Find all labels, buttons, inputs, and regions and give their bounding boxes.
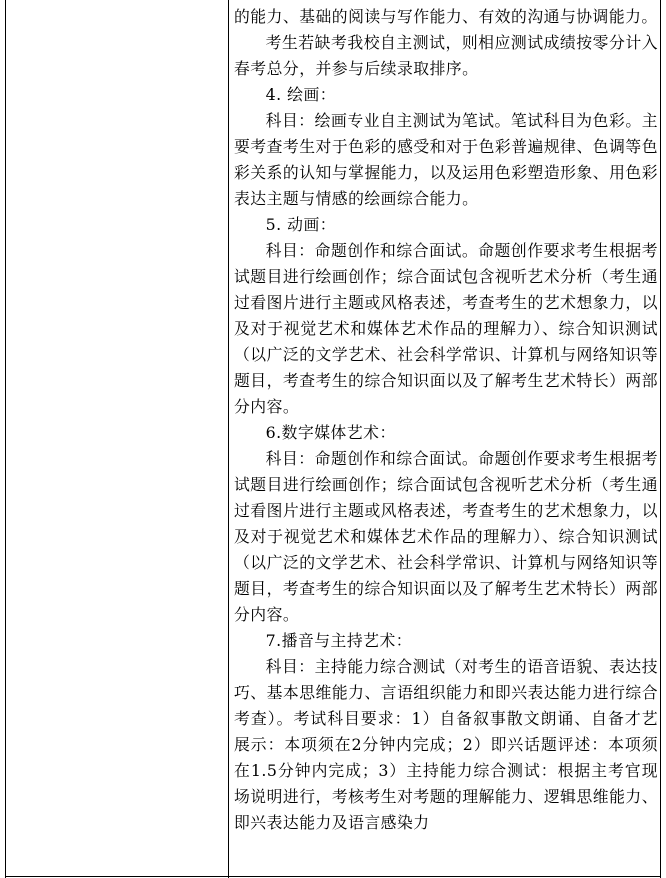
paragraph-broadcasting-subject: 科目：主持能力综合测试（对考生的语音语貌、表达技巧、基本思维能力、言语组织能力和即兴表达能力进行综合考查）。考试科目要求：1）自备叙事散文朗诵、自备才艺展示：本项须在2分钟内完成；2）即兴话题评述：本项须在1.5分钟内完成；3）主持能力综合测试：根据主考官现场说明进行，考核考生对考题的理解能力、逻辑思维能力、即兴表达能力及语言感染力 xyxy=(234,657,658,832)
paragraph-continued-ability: 的能力、基础的阅读与写作能力、有效的沟通与协调能力。 xyxy=(234,7,658,26)
paragraph-painting-subject: 科目：绘画专业自主测试为笔试。笔试科目为色彩。主要考查考生对于色彩的感受和对于色彩普遍规律、色调等色彩关系的认知与掌握能力，以及运用色彩塑造形象、用色彩表达主题与情感的绘画综合能力。 xyxy=(234,111,658,208)
column-divider xyxy=(228,0,229,878)
paragraph-digital-media-subject: 科目：命题创作和综合面试。命题创作要求考生根据考试题目进行绘画创作；综合面试包含视听艺术分析（考生通过看图片进行主题或风格表述，考查考生的艺术想象力，以及对于视觉艺术和媒体艺术作品的理解力）、综合知识测试（以广泛的文学艺术、社会科学常识、计算机与网络知识等题目，考查考生的综合知识面以及了解考生艺术特长）两部分内容。 xyxy=(234,449,658,624)
heading-digital-media-art: 6.数字媒体艺术： xyxy=(265,423,396,442)
table-bottom-rule xyxy=(5,876,661,877)
heading-broadcasting-hosting: 7.播音与主持艺术： xyxy=(265,631,413,650)
heading-animation: 5. 动画： xyxy=(265,215,337,234)
table-content-cell xyxy=(234,4,658,836)
paragraph-absence-rule: 考生若缺考我校自主测试，则相应测试成绩按零分计入春考总分，并参与后续录取排序。 xyxy=(234,33,658,78)
paragraph-animation-subject: 科目：命题创作和综合面试。命题创作要求考生根据考试题目进行绘画创作；综合面试包含视听艺术分析（考生通过看图片进行主题或风格表述，考查考生的艺术想象力，以及对于视觉艺术和媒体艺术作品的理解力）、综合知识测试（以广泛的文学艺术、社会科学常识、计算机与网络知识等题目，考查考生的综合知识面以及了解考生艺术特长）两部分内容。 xyxy=(234,241,658,416)
heading-painting: 4. 绘画： xyxy=(265,85,337,104)
